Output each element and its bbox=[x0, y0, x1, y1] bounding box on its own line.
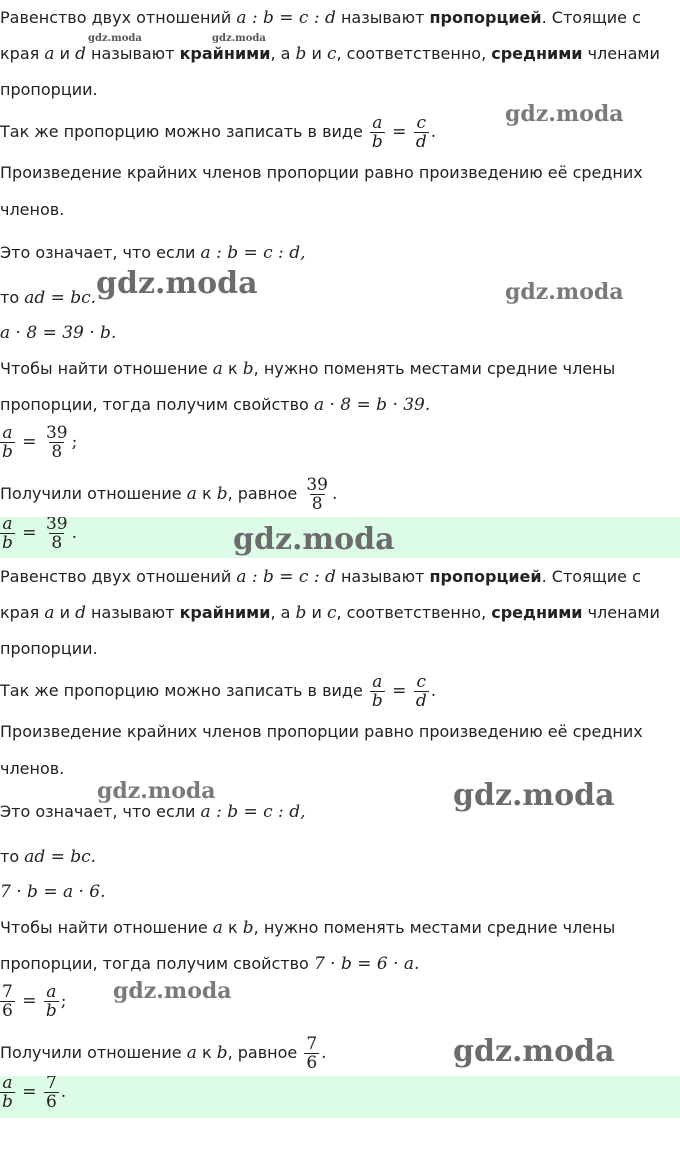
text: называют bbox=[335, 567, 430, 586]
result-line bbox=[0, 1031, 327, 1075]
text: Получили отношение bbox=[0, 484, 187, 503]
numerator: 39 bbox=[45, 423, 68, 443]
fraction-form-line bbox=[0, 669, 436, 713]
text: к bbox=[222, 918, 243, 937]
text: то bbox=[0, 288, 25, 307]
ratio-line bbox=[0, 979, 67, 1023]
text: . bbox=[331, 484, 338, 504]
fraction bbox=[0, 1076, 15, 1111]
fraction bbox=[0, 517, 15, 552]
text: . Стоящие с bbox=[541, 8, 641, 27]
text: , равное bbox=[227, 1043, 303, 1062]
fraction bbox=[0, 983, 15, 1020]
equation-line: a · 8 = 39 · b. bbox=[0, 323, 117, 343]
if-line bbox=[0, 243, 305, 263]
denominator: b bbox=[2, 442, 13, 462]
numerator: a bbox=[372, 113, 383, 133]
term-proportion: пропорцией bbox=[429, 567, 542, 586]
text: , соответственно, bbox=[336, 603, 492, 622]
fraction bbox=[304, 1035, 319, 1072]
watermark-logo: gdz.moda bbox=[96, 266, 258, 301]
numerator: 7 bbox=[45, 1076, 57, 1093]
equals: = bbox=[386, 122, 412, 142]
term-proportion: пропорцией bbox=[429, 8, 542, 27]
product-rule-line-2: членов. bbox=[0, 759, 65, 778]
math-var: a bbox=[212, 918, 223, 938]
text: , нужно поменять местами средние члены bbox=[253, 918, 616, 937]
text: пропорции, тогда получим свойство bbox=[0, 954, 314, 973]
watermark-logo: gdz.moda bbox=[505, 279, 624, 305]
math-var: b bbox=[216, 1043, 228, 1063]
text: , равное bbox=[227, 484, 303, 503]
fraction bbox=[370, 673, 385, 710]
denominator: 8 bbox=[311, 494, 323, 514]
text: , нужно поменять местами средние члены bbox=[253, 359, 616, 378]
fraction bbox=[414, 114, 429, 151]
swap-line-1 bbox=[0, 918, 615, 938]
math-proportion: a : b = c : d, bbox=[200, 243, 306, 263]
numerator: 7 bbox=[306, 1034, 318, 1054]
equation-line: 7 · b = a · 6. bbox=[0, 882, 106, 902]
text: края bbox=[0, 44, 45, 63]
definition-line-1 bbox=[0, 8, 641, 28]
text: и bbox=[54, 603, 76, 622]
math-var: a bbox=[186, 1043, 197, 1063]
text: Равенство двух отношений bbox=[0, 567, 237, 586]
answer-formula bbox=[0, 517, 77, 552]
numerator: a bbox=[2, 423, 13, 443]
text: и bbox=[306, 44, 327, 63]
math-var: d bbox=[75, 44, 86, 64]
fraction bbox=[44, 983, 59, 1020]
definition-line-1 bbox=[0, 567, 641, 587]
numerator: 7 bbox=[2, 982, 13, 1002]
denominator: d bbox=[415, 691, 427, 711]
text: членами bbox=[582, 44, 660, 63]
math-product: ad = bc. bbox=[24, 288, 97, 308]
fraction bbox=[0, 424, 15, 461]
text: то bbox=[0, 847, 25, 866]
text: к bbox=[222, 359, 243, 378]
text: пропорции, тогда получим свойство bbox=[0, 395, 314, 414]
math-proportion: a : b = c : d, bbox=[200, 802, 306, 822]
math-var: b bbox=[295, 603, 307, 623]
text: Это означает, что если bbox=[0, 802, 201, 821]
text: Так же пропорцию можно записать в виде bbox=[0, 122, 368, 141]
text: . bbox=[430, 122, 437, 142]
math-var: a bbox=[186, 484, 197, 504]
equals: = bbox=[16, 991, 42, 1011]
text: и bbox=[54, 44, 76, 63]
text: Равенство двух отношений bbox=[0, 8, 237, 27]
term-extremes: крайними bbox=[179, 603, 271, 622]
product-rule-line-1: Произведение крайних членов пропорции равно произведению её средних bbox=[0, 722, 643, 741]
text: , а bbox=[270, 603, 296, 622]
denominator: b bbox=[2, 1092, 13, 1112]
math-var: b bbox=[295, 44, 307, 64]
term-means: средними bbox=[491, 603, 583, 622]
numerator: c bbox=[416, 672, 427, 692]
text: . Стоящие с bbox=[541, 567, 641, 586]
math-proportion: a : b = c : d bbox=[236, 8, 336, 28]
math-equation: a · 8 = b · 39. bbox=[313, 395, 431, 415]
math-var: b bbox=[242, 918, 254, 938]
definition-line-3: пропорции. bbox=[0, 80, 98, 99]
watermark-logo: gdz.moda bbox=[453, 778, 615, 813]
text: ; bbox=[71, 432, 78, 452]
watermark-logo: gdz.moda bbox=[212, 33, 266, 44]
text: Чтобы найти отношение bbox=[0, 359, 213, 378]
fraction bbox=[44, 1076, 59, 1111]
text: ; bbox=[60, 991, 67, 1011]
numerator: 39 bbox=[306, 475, 328, 495]
text: края bbox=[0, 603, 45, 622]
math-var: b bbox=[216, 484, 228, 504]
math-var: c bbox=[326, 603, 337, 623]
math-var: a bbox=[212, 359, 223, 379]
answer-box bbox=[0, 1076, 680, 1118]
ratio-line bbox=[0, 420, 77, 464]
math-var: a bbox=[44, 44, 55, 64]
text: называют bbox=[335, 8, 430, 27]
if-line bbox=[0, 802, 305, 822]
denominator: 6 bbox=[306, 1053, 318, 1073]
text: к bbox=[196, 484, 217, 503]
swap-line-2 bbox=[0, 395, 430, 415]
denominator: b bbox=[371, 132, 383, 152]
term-means: средними bbox=[491, 44, 583, 63]
math-equation: 7 · b = 6 · a. bbox=[313, 954, 420, 974]
text: называют bbox=[85, 44, 180, 63]
text: и bbox=[306, 603, 327, 622]
term-extremes: крайними bbox=[179, 44, 271, 63]
product-rule-line-1: Произведение крайних членов пропорции равно произведению её средних bbox=[0, 163, 643, 182]
swap-line-1 bbox=[0, 359, 615, 379]
equals: = bbox=[16, 523, 42, 543]
fraction bbox=[44, 517, 70, 552]
watermark-logo: gdz.moda bbox=[505, 101, 624, 127]
text: к bbox=[196, 1043, 217, 1062]
text: . bbox=[71, 523, 77, 543]
math-var: a bbox=[44, 603, 55, 623]
definition-line-2 bbox=[0, 603, 660, 623]
numerator: 39 bbox=[45, 517, 68, 534]
answer-formula bbox=[0, 1076, 66, 1111]
denominator: b bbox=[45, 1001, 57, 1021]
math-var: c bbox=[326, 44, 337, 64]
math-var: d bbox=[75, 603, 86, 623]
numerator: a bbox=[2, 517, 13, 534]
text: Получили отношение bbox=[0, 1043, 187, 1062]
fraction bbox=[414, 673, 429, 710]
equals: = bbox=[16, 432, 42, 452]
numerator: a bbox=[372, 672, 383, 692]
watermark-logo: gdz.moda bbox=[453, 1034, 615, 1069]
text: членами bbox=[582, 603, 660, 622]
then-line bbox=[0, 288, 96, 308]
fraction-form-line bbox=[0, 110, 436, 154]
numerator: a bbox=[46, 982, 57, 1002]
watermark-logo: gdz.moda bbox=[97, 778, 216, 804]
text: . bbox=[321, 1043, 327, 1063]
math-var: b bbox=[242, 359, 254, 379]
denominator: b bbox=[2, 533, 13, 553]
denominator: 6 bbox=[45, 1092, 57, 1112]
text: . bbox=[430, 681, 437, 701]
text: Это означает, что если bbox=[0, 243, 201, 262]
text: . bbox=[60, 1082, 67, 1102]
math-proportion: a : b = c : d bbox=[236, 567, 336, 587]
then-line bbox=[0, 847, 96, 867]
definition-line-3: пропорции. bbox=[0, 639, 98, 658]
denominator: b bbox=[371, 691, 383, 711]
denominator: 6 bbox=[2, 1001, 13, 1021]
equals: = bbox=[16, 1082, 42, 1102]
product-rule-line-2: членов. bbox=[0, 200, 65, 219]
text: , а bbox=[270, 44, 296, 63]
equals: = bbox=[386, 681, 412, 701]
swap-line-2 bbox=[0, 954, 419, 974]
text: называют bbox=[85, 603, 180, 622]
fraction bbox=[370, 114, 385, 151]
denominator: d bbox=[415, 132, 427, 152]
math-product: ad = bc. bbox=[24, 847, 97, 867]
definition-line-2 bbox=[0, 44, 660, 64]
result-line bbox=[0, 472, 337, 516]
denominator: 8 bbox=[51, 533, 63, 553]
watermark-logo: gdz.moda bbox=[233, 522, 395, 557]
text: Чтобы найти отношение bbox=[0, 918, 213, 937]
denominator: 8 bbox=[51, 442, 63, 462]
text: Так же пропорцию можно записать в виде bbox=[0, 681, 368, 700]
text: , соответственно, bbox=[336, 44, 492, 63]
fraction bbox=[44, 424, 70, 461]
numerator: c bbox=[416, 113, 427, 133]
watermark-logo: gdz.moda bbox=[113, 978, 232, 1004]
watermark-logo: gdz.moda bbox=[88, 33, 142, 44]
fraction bbox=[304, 476, 330, 513]
numerator: a bbox=[2, 1076, 13, 1093]
